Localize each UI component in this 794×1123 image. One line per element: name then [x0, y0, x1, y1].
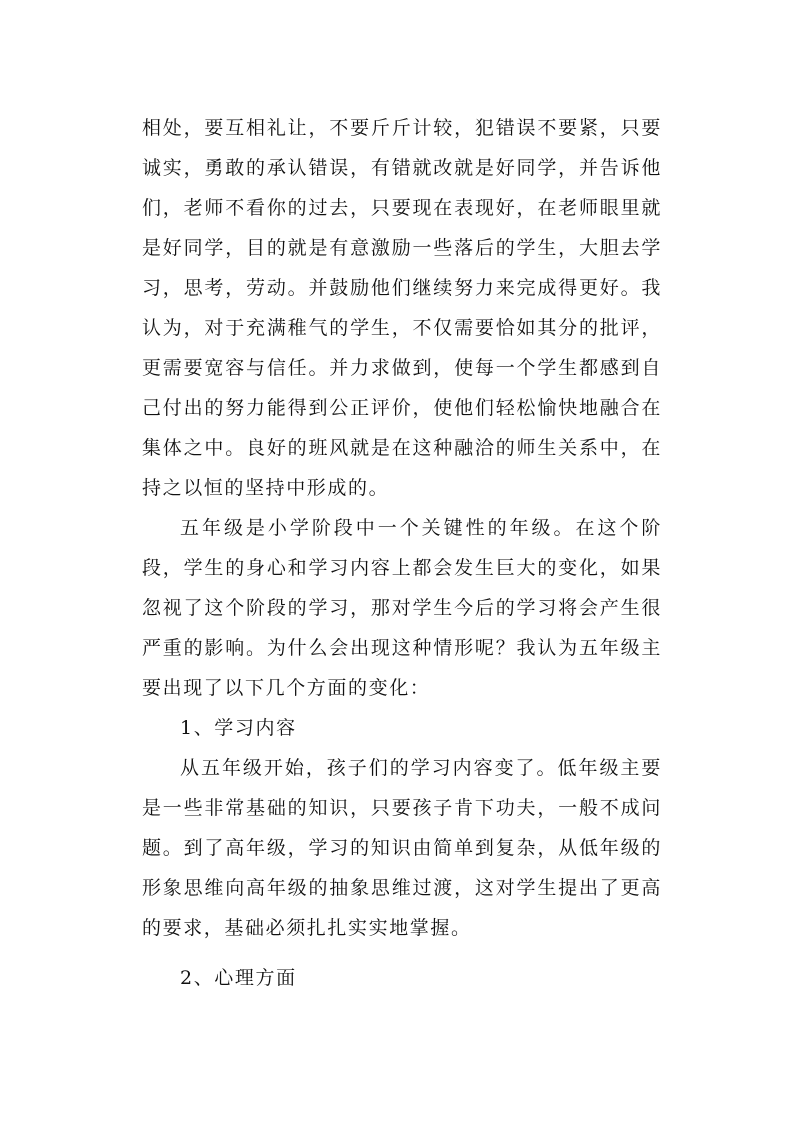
paragraph-class-atmosphere: 相处，要互相礼让，不要斤斤计较，犯错误不要紧，只要诚实，勇敢的承认错误，有错就改就是好同学，并告诉他们，老师不看你的过去，只要现在表现好，在老师眼里就是好同学，目的就是有意激励一些落后的学生，大胆去学习，思考，劳动。并鼓励他们继续努力来完成得更好。我认为，对于充满稚气的学生，不仅需要恰如其分的批评，更需要宽容与信任。并力求做到，使每一个学生都感到自己付出的努力能得到公正评价，使他们轻松愉快地融合在集体之中。良好的班风就是在这种融洽的师生关系中，在持之以恒的坚持中形成的。 — [142, 117, 662, 499]
heading-psychology: 2、心理方面 — [180, 967, 297, 989]
paragraph-grade-five-intro: 五年级是小学阶段中一个关键性的年级。在这个阶段，学生的身心和学习内容上都会发生巨大的变化，如果忽视了这个阶段的学习，那对学生今后的学习将会产生很严重的影响。为什么会出现这种情形呢？我认为五年级主要出现了以下几个方面的变化： — [142, 517, 662, 699]
document-body — [142, 108, 662, 998]
heading-learning-content: 1、学习内容 — [180, 717, 297, 739]
paragraph-learning-content: 从五年级开始，孩子们的学习内容变了。低年级主要是一些非常基础的知识，只要孩子肯下功夫，一般不成问题。到了高年级，学习的知识由简单到复杂，从低年级的形象思维向高年级的抽象思维过渡，这对学生提出了更高的要求，基础必须扎扎实实地掌握。 — [142, 757, 662, 939]
